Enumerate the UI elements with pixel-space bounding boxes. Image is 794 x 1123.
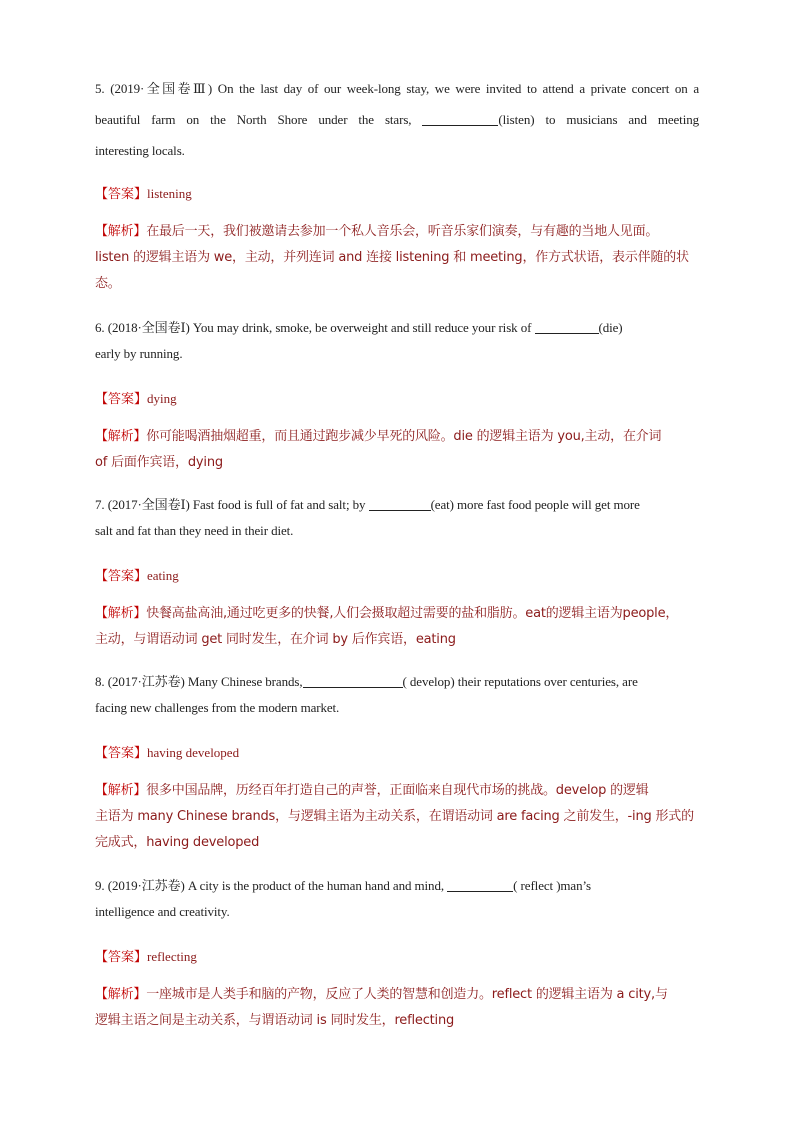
question-text: Many Chinese brands,	[187, 674, 303, 689]
question-7	[95, 492, 699, 544]
question-source: (2017·全国卷Ⅰ)	[107, 497, 190, 512]
answer-blank	[303, 673, 403, 688]
answer-tag: 【答案】	[95, 187, 148, 202]
question-text: Fast food is full of fat and salt; by	[192, 497, 366, 512]
question-source: (2018·全国卷Ⅰ)	[107, 320, 190, 335]
question-number: 9.	[95, 878, 105, 893]
explanation-tag: 【解析】	[95, 783, 147, 798]
question-text: intelligence and creativity.	[95, 904, 230, 919]
answer-tag: 【答案】	[95, 950, 148, 965]
answer-7	[95, 566, 179, 587]
explanation-9	[95, 982, 699, 1034]
explanation-text: of 后面作宾语，dying	[95, 455, 223, 470]
explanation-text: 逻辑主语之间是主动关系，与谓语动词 is 同时发生，reflecting	[95, 1013, 455, 1028]
answer-blank	[535, 319, 599, 334]
explanation-8	[95, 778, 699, 856]
explanation-tag: 【解析】	[95, 429, 147, 444]
explanation-text: 你可能喝酒抽烟超重，而且通过跑步减少早死的风险。die 的逻辑主语为 you,主动，在介词	[146, 429, 662, 444]
answer-8	[95, 743, 239, 764]
question-8	[95, 669, 699, 721]
verb-hint: (eat)	[430, 497, 454, 512]
question-number: 5.	[95, 81, 105, 96]
explanation-6	[95, 424, 699, 476]
verb-hint: ( reflect )man’s	[513, 878, 591, 893]
question-number: 6.	[95, 320, 105, 335]
explanation-text: listen 的逻辑主语为 we，主动，并列连词 and 连接 listening 和 meeting，作方式状语，表示伴随的状	[95, 250, 689, 265]
verb-hint: (die)	[598, 320, 623, 335]
answer-text: dying	[147, 391, 177, 406]
explanation-text: 主动，与谓语动词 get 同时发生，在介词 by 后作宾语，eating	[95, 632, 456, 647]
verb-hint: (listen)	[498, 112, 535, 127]
question-text: facing new challenges from the modern market.	[95, 700, 340, 715]
question-text: beautiful farm on the North Shore under the stars,	[95, 112, 412, 127]
question-text: On the last day of our week-long stay, we were invited to attend a private concert on a	[217, 81, 699, 96]
explanation-text: 完成式，having developed	[95, 835, 260, 850]
question-text: their reputations over centuries, are	[457, 674, 638, 689]
question-source: (2019·全国卷Ⅲ)	[110, 81, 213, 96]
question-number: 8.	[95, 674, 105, 689]
question-text: A city is the product of the human hand and mind,	[187, 878, 445, 893]
verb-hint: ( develop)	[402, 674, 455, 689]
explanation-tag: 【解析】	[95, 224, 147, 239]
explanation-tag: 【解析】	[95, 987, 147, 1002]
question-text: You may drink, smoke, be overweight and still reduce your risk of	[192, 320, 532, 335]
explanation-text: 态。	[95, 276, 121, 291]
answer-blank	[447, 877, 513, 892]
explanation-text: 快餐高盐高油,通过吃更多的快餐,人们会摄取超过需要的盐和脂肪。eat的逻辑主语为people，	[146, 606, 679, 621]
answer-6	[95, 389, 177, 410]
question-source: (2017·江苏卷)	[107, 674, 185, 689]
question-6	[95, 315, 699, 367]
explanation-text: 很多中国品牌，历经百年打造自己的声誉，正面临来自现代市场的挑战。develop 的逻辑	[146, 783, 649, 798]
explanation-7	[95, 601, 699, 653]
question-text: salt and fat than they need in their diet.	[95, 523, 294, 538]
question-5	[95, 73, 699, 166]
answer-blank	[422, 111, 498, 126]
answer-text: listening	[147, 186, 192, 201]
answer-9	[95, 947, 197, 968]
question-text: to musicians and meeting	[545, 112, 700, 127]
answer-blank	[369, 496, 431, 511]
explanation-text: 在最后一天，我们被邀请去参加一个私人音乐会，听音乐家们演奏，与有趣的当地人见面。	[146, 224, 659, 239]
question-text: interesting locals.	[95, 143, 185, 158]
question-text: early by running.	[95, 346, 183, 361]
answer-tag: 【答案】	[95, 392, 148, 407]
explanation-text: 主语为 many Chinese brands，与逻辑主语为主动关系，在谓语动词 are facing 之前发生，-ing 形式的	[95, 809, 694, 824]
answer-5	[95, 184, 192, 205]
answer-text: reflecting	[147, 949, 197, 964]
question-text: more fast food people will get more	[457, 497, 640, 512]
answer-tag: 【答案】	[95, 569, 148, 584]
answer-tag: 【答案】	[95, 746, 148, 761]
answer-text: eating	[147, 568, 179, 583]
question-number: 7.	[95, 497, 105, 512]
question-9	[95, 873, 699, 925]
answer-text: having developed	[147, 745, 240, 760]
explanation-tag: 【解析】	[95, 606, 147, 621]
question-source: (2019·江苏卷)	[107, 878, 185, 893]
explanation-text: 一座城市是人类手和脑的产物，反应了人类的智慧和创造力。reflect 的逻辑主语为 a city,与	[146, 987, 668, 1002]
explanation-5	[95, 219, 699, 297]
